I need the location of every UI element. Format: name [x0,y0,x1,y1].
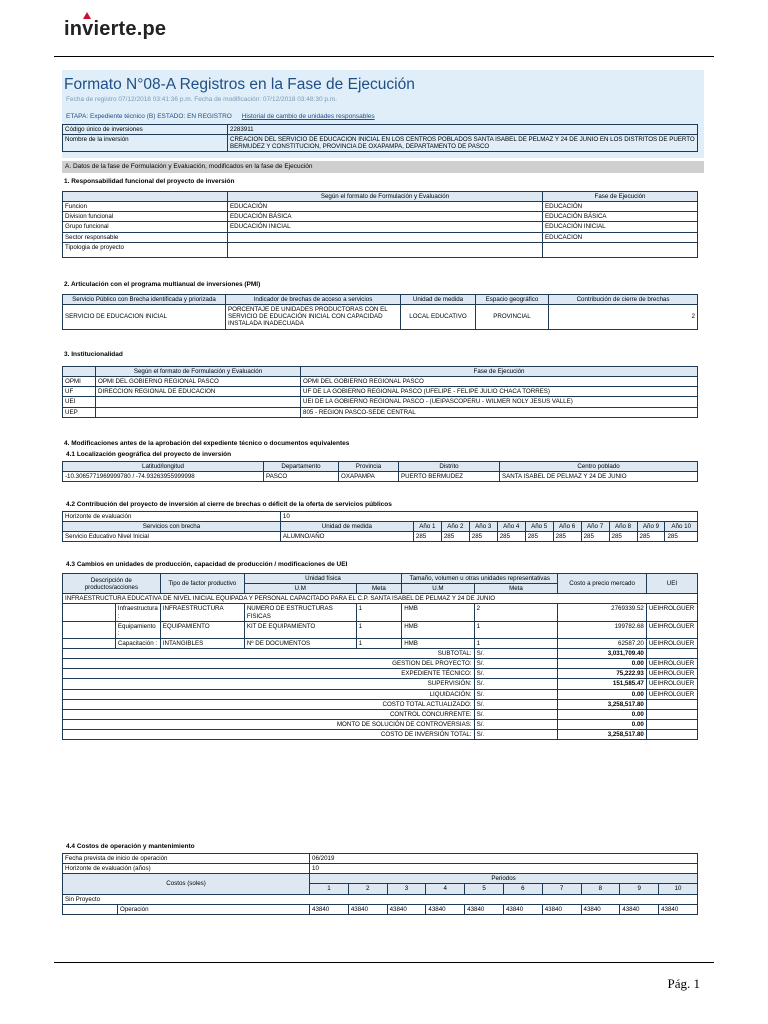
loc-table: Latitud/longitud Departamento Provincia Distrito Centro poblado -10.3065771969999780 / -74.93263955999998 PASCO OXAPAMPA PUERTO BERMUDEZ SANTA ISABEL DE PELMAZ Y 24 DE JUNIO [62,461,698,482]
s43-title: 4.3 Cambios en unidades de producción, capacidad de producción / modificaciones de UEI [66,561,348,568]
page-number: Pág. 1 [667,976,700,991]
bottom-divider [54,962,714,963]
s43-table: Descripción de productos/acciones Tipo de factor productivo Unidad física Tamaño, volumen u otras unidades representativas Costo a precio mercado UEI U.M Meta U.M Meta INFRAESTRUCTURA EDUCATIVA DE NIVEL INICIAL EQUIPADA Y PERSONAL CAPACITADO PARA EL C.P. SANTA ISABEL DE PELMAZ Y 24 DE JUNIO Infraestructura : INFRAESTRUCTURA NUMERO DE ESTRUCTURAS FISICAS 1 HMB 2 2769339.52 UEIHROLGUER Equipamiento : EQUIPAMIENTO KIT DE EQUIPAMIENTO 1 HMB 1 199782.68 UEIHROLGUER Capacitación : INTANGIBLES Nº DE DOCUMENTOS 1 HMB 1 62587.20 UEIHROLGUER SUBTOTAL: S/. 3,031,709.40 GESTION DEL PROYECTO: S/. 0.00 UEIHROLGUER EXPEDIENTE TÉCNICO: S/. 75,222.93 UEIHROLGUER SUPERVISIÓN: S/. 151,585.47 UEIHROLGUER LIQUIDACIÓN: S/. 0.00 UEIHROLGUER COSTO TOTAL ACTUALIZADO: S/. 3,258,517.80 CONTROL CONCURRENTE: S/. 0.00 MONTO DE SOLUCIÓN DE CONTROVERSIAS: S/. 0.00 COSTO DE INVERSIÓN TOTAL: S/. 3,258,517.80 [62,573,698,740]
s41-title: 4.1 Localización geográfica del proyecto de inversión [66,451,232,458]
stage-line: ETAPA: Expediente técnico (B) ESTADO: EN REGISTRO Historial de cambio de unidades responsables [66,113,375,120]
s44-title: 4.4 Costos de operación y mantenimiento [66,843,195,850]
record-dates: Fecha de registro 07/12/2018 03:41:36 p.m. Fecha de modificación: 07/12/2018 03:48:30 p.m. [66,96,338,103]
logo-text: invierte.pe [64,18,167,40]
historial-link[interactable]: Historial de cambio de unidades responsables [241,113,375,120]
s4-title: 4. Modificaciones antes de la aprobación del expediente técnico o documentos equivalentes [64,440,350,447]
section-a-bar: A. Datos de la fase de Formulación y Evaluación, modificados en la fase de Ejecución [62,161,704,173]
s2-table: Servicio Público con Brecha identificada y priorizada Indicador de brechas de acceso a servicios Unidad de medida Espacio geográfico Contribución de cierre de brechas SERVICIO DE EDUCACION INICIAL PORCENTAJE DE UNIDADES PRODUCTORAS CON EL SERVICIO DE EDUCACIÓN INICIAL CON CAPACIDAD INSTALADA INADECUADA LOCAL EDUCATIVO PROVINCIAL 2 [62,294,698,330]
brecha-table: Horizonte de evaluación 10 Servicios con brecha Unidad de medida Año 1 Año 2 Año 3 Año 4 Año 5 Año 6 Año 7 Año 8 Año 9 Año 10 Servicio Educativo Nivel Inicial ALUMNO/AÑO 285 285 285 285 285 285 285 285 285 285 [62,511,698,542]
top-divider [54,56,714,57]
s3-title: 3. Institucionalidad [64,351,123,358]
page-title: Formato N°08-A Registros en la Fase de Ejecución [64,76,415,93]
s3-table: Según el formato de Formulación y Evaluación Fase de Ejecución OPMI OPMI DEL GOBIERNO REGIONAL PASCO OPMI DEL GOBIERNO REGIONAL PASCO UF DIRECCION REGIONAL DE EDUCACION UF DE LA GOBIERNO REGIONAL PASCO (UFELIPE - FELIPE JULIO CHACA TORRES) UEI UEI DE LA GOBIERNO REGIONAL PASCO - (UEIPASCOPERU - WILMER NOLY JESUS VALLE) UEP 805 - REGION PASCO-SEDE CENTRAL [62,366,698,418]
s2-title: 2. Articulación con el programa multianual de inversiones (PMI) [64,281,261,288]
s44-table: Fecha prevista de inicio de operación 06/2019 Horizonte de evaluación (años) 10 Costos (soles) Periodos 1 2 3 4 5 6 7 8 9 10 Sin Proyecto Operación 43840 43840 43840 43840 43840 43840 43840 43840 43840 43840 [62,853,698,915]
ident-table: Código único de inversiones 2283911 Nombre de la inversión CREACION DEL SERVICIO DE EDUCACION INICIAL EN LOS CENTROS POBLADOS SANTA ISABEL DE PELMAZ Y 24 DE JUNIO EN LOS DISTRITOS DE PUERTO BERMUDEZ Y CONSTITUCION, PROVINCIA DE OXAPAMPA, DEPARTAMENTO DE PASCO [62,124,698,152]
s1-table: Según el formato de Formulación y Evaluación Fase de Ejecución Funcion EDUCACIÓN EDUCACIÓN Division funcional EDUCACIÓN BÁSICA EDUCACIÓN BÁSICA Grupo funcional EDUCACIÓN INICIAL EDUCACIÓN INICIAL Sector responsable EDUCACION Tipologia de proyecto [62,191,698,258]
s1-title: 1. Responsabilidad funcional del proyecto de inversión [64,178,235,185]
s42-title: 4.2 Contribución del proyecto de inversión al cierre de brechas o déficit de la oferta de servicios públicos [66,501,392,508]
